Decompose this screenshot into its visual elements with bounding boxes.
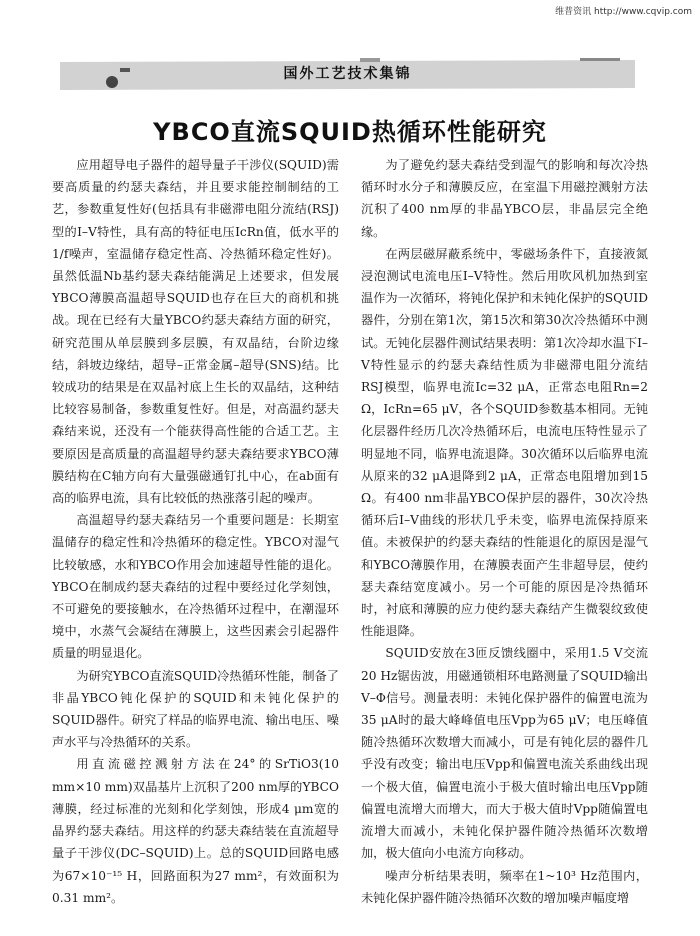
banner-title: 国外工艺技术集锦 bbox=[283, 66, 412, 82]
section-banner bbox=[60, 52, 635, 96]
watermark-text: 维普资讯 http://www.cqvip.com bbox=[555, 7, 692, 17]
left-column bbox=[52, 154, 339, 909]
right-column bbox=[361, 154, 648, 909]
paragraph: 高温超导约瑟夫森结另一个重要问题是：长期室温储存的稳定性和冷热循环的稳定性。YBCO对湿气比较敏感，水和YBCO作用会加速超导性能的退化。YBCO在制成约瑟夫森结的过程中要经过化学刻蚀，不可避免的要接触水，在冷热循环过程中，在潮湿环境中，水蒸气会凝结在薄膜上，这些因素会引起器件质量的明显退化。 bbox=[52, 513, 339, 661]
paragraph: 应用超导电子器件的超导量子干涉仪(SQUID)需要高质量的约瑟夫森结，并且要求能控制制结的工艺，参数重复性好(包括具有非磁滞电阻分流结(RSJ)型的I–V特性，具有高的特征电压IcRn值，低水平的1/f噪声，室温储存稳定性高、冷热循环稳定性好)。虽然低温Nb基约瑟夫森结能满足上述要求，但发展YBCO薄膜高温超导SQUID也存在巨大的商机和挑战。现在已经有大量YBCO约瑟夫森结方面的研究，研究范围从单层膜到多层膜，有双晶结，台阶边缘结，斜坡边缘结，超导–正常金属–超导(SNS)结。比较成功的结果是在双晶衬底上生长的双晶结，这种结比较容易制备，参数重复性好。但是，对高温约瑟夫森结来说，还没有一个能获得高性能的合适工艺。主要原因是高质量的高温超导约瑟夫森结要求YBCO薄膜结构在C轴方向有大量强磁通钉扎中心，在ab面有高的临界电流，具有比较低的热涨落引起的噪声。 bbox=[52, 158, 339, 506]
paragraph: SQUID安放在3匝反馈线圈中，采用1.5 V交流20 Hz锯齿波，用磁通锁相环电路测量了SQUID输出V–Φ信号。测量表明：未钝化保护器件的偏置电流为35 μA时的最大峰峰值电压Vpp为65 μV；电压峰值随冷热循环次数增大而减小，可是有钝化层的器件几乎没有改变；输出电压Vpp和偏置电流关系曲线出现一个极大值，偏置电流小于极大值时输出电压Vpp随偏置电流增大而增大，而大于极大值时Vpp随偏置电流增大而减小，未钝化保护器件随冷热循环次数增加，极大值向小电流方向移动。 bbox=[361, 646, 648, 861]
page-title: YBCO直流SQUID热循环性能研究 bbox=[153, 118, 547, 146]
paragraph: 为了避免约瑟夫森结受到湿气的影响和每次冷热循环时水分子和薄膜反应，在室温下用磁控溅射方法沉积了400 nm厚的非晶YBCO层，非晶层完全绝缘。 bbox=[361, 158, 648, 239]
paragraph: 用直流磁控溅射方法在24°的SrTiO3(10 mm×10 mm)双晶基片上沉积了200 nm厚的YBCO薄膜，经过标准的光刻和化学刻蚀，形成4 μm宽的晶界约瑟夫森结。用这样的约瑟夫森结装在直流超导量子干涉仪(DC–SQUID)上。总的SQUID回路电感为67×10⁻¹⁵ H，回路面积为27 mm²，有效面积为0.31 mm²。 bbox=[52, 757, 339, 905]
paragraph: 在两层磁屏蔽系统中，零磁场条件下，直接液氮浸泡测试电流电压I–V特性。然后用吹风机加热到室温作为一次循环，将钝化保护和未钝化保护的SQUID器件，分别在第1次，第15次和第30次冷热循环中测试。无钝化层器件测试结果表明：第1次冷却水温下I–V特性显示的约瑟夫森结性质为非磁滞电阻分流结RSJ模型，临界电流Ic=32 μA，正常态电阻Rn=2 Ω，IcRn=65 μV，各个SQUID参数基本相同。无钝化层器件经历几次冷热循环后，电流电压特性显示了明显地不同，临界电流退降。30次循环以后临界电流从原来的32 μA退降到2 μA，正常态电阻增加到15 Ω。有400 nm非晶YBCO保护层的器件，30次冷热循环后I–V曲线的形状几乎未变，临界电流保持原来值。未被保护的约瑟夫森结的性能退化的原因是湿气和YBCO薄膜作用，在薄膜表面产生非超导层，使约瑟夫森结宽度减小。另一个可能的原因是冷热循环时，衬底和薄膜的应力使约瑟夫森结产生微裂纹致使性能退降。 bbox=[361, 246, 648, 639]
paragraph: 为研究YBCO直流SQUID冷热循环性能，制备了非晶YBCO钝化保护的SQUID和未钝化保护的SQUID器件。研究了样品的临界电流、输出电压、噪声水平与冷热循环的关系。 bbox=[52, 668, 339, 750]
paragraph: 噪声分析结果表明，频率在1~10³ Hz范围内，未钝化保护器件随冷热循环次数的增加噪声幅度增 bbox=[361, 868, 648, 905]
